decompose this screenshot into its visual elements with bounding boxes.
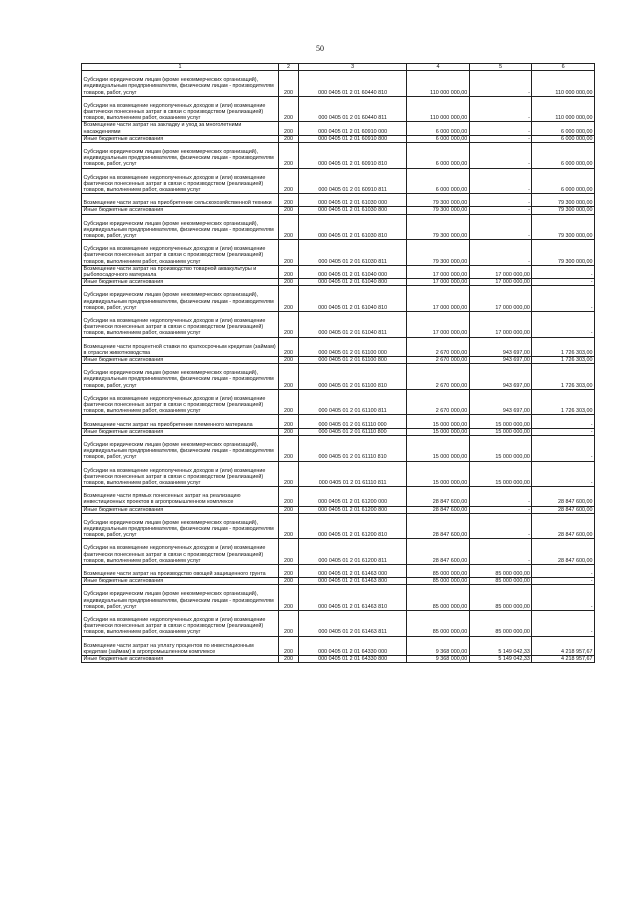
- row-name-cell: Возмещение части затрат на приобретение племенного материала: [82, 415, 279, 428]
- row-col6-cell: 1 726 303,00: [532, 389, 595, 415]
- row-col4-cell: 17 000 000,00: [407, 312, 470, 338]
- page-number: 50: [316, 44, 324, 53]
- row-col6-cell: 1 726 303,00: [532, 337, 595, 356]
- row-col5-cell: 17 000 000,00: [469, 286, 532, 312]
- row-code-cell: 000 0405 01 2 01 61040 800: [299, 279, 407, 286]
- row-group-cell: 200: [278, 578, 298, 585]
- row-col4-cell: 2 670 000,00: [407, 337, 470, 356]
- table-row: [82, 265, 595, 278]
- row-code-cell: 000 0405 01 2 01 61040 810: [299, 286, 407, 312]
- row-group-cell: 200: [278, 415, 298, 428]
- row-col5-cell: -: [469, 71, 532, 97]
- table-row: [82, 506, 595, 513]
- row-col6-cell: -: [532, 564, 595, 577]
- row-group-cell: 200: [278, 539, 298, 565]
- row-col5-cell: -: [469, 539, 532, 565]
- row-col6-cell: 28 847 600,00: [532, 506, 595, 513]
- row-col6-cell: 28 847 600,00: [532, 513, 595, 539]
- row-name-cell: Возмещение части затрат на уплату процентов по инвестиционным кредитам (займам) в агропромышленном комплексе: [82, 636, 279, 655]
- row-col4-cell: 15 000 000,00: [407, 435, 470, 461]
- row-code-cell: 000 0405 01 2 01 61110 000: [299, 415, 407, 428]
- row-group-cell: 200: [278, 513, 298, 539]
- row-col6-cell: 6 000 000,00: [532, 143, 595, 169]
- table-header-row: [82, 64, 595, 71]
- table-row: [82, 286, 595, 312]
- table-row: [82, 611, 595, 637]
- row-code-cell: 000 0405 01 2 01 60910 811: [299, 168, 407, 194]
- header-cell: 2: [278, 64, 298, 71]
- header-cell: 1: [82, 64, 279, 71]
- table-row: [82, 487, 595, 506]
- row-group-cell: 200: [278, 122, 298, 135]
- row-col4-cell: 79 300 000,00: [407, 207, 470, 214]
- row-name-cell: Субсидии юридическим лицам (кроме некоммерческих организаций), индивидуальным предпринимателям, физическим лицам - производителям товаров, работ, услуг: [82, 513, 279, 539]
- row-col5-cell: 85 000 000,00: [469, 611, 532, 637]
- row-col5-cell: -: [469, 96, 532, 122]
- table-row: [82, 513, 595, 539]
- row-name-cell: Возмещение части затрат на производство товарной аквакультуры и рыбопосадочного материала: [82, 265, 279, 278]
- row-group-cell: 200: [278, 435, 298, 461]
- row-col4-cell: 9 368 000,00: [407, 636, 470, 655]
- row-group-cell: 200: [278, 564, 298, 577]
- table-row: [82, 564, 595, 577]
- row-name-cell: Иные бюджетные ассигнования: [82, 578, 279, 585]
- row-col4-cell: 2 670 000,00: [407, 389, 470, 415]
- row-group-cell: 200: [278, 585, 298, 611]
- row-col6-cell: -: [532, 461, 595, 487]
- row-name-cell: Иные бюджетные ассигнования: [82, 428, 279, 435]
- row-col5-cell: -: [469, 168, 532, 194]
- row-col5-cell: 15 000 000,00: [469, 415, 532, 428]
- row-col6-cell: 6 000 000,00: [532, 135, 595, 142]
- row-code-cell: 000 0405 01 2 01 61030 800: [299, 207, 407, 214]
- row-col6-cell: 28 847 600,00: [532, 539, 595, 565]
- row-col5-cell: -: [469, 135, 532, 142]
- row-name-cell: Субсидии юридическим лицам (кроме некоммерческих организаций), индивидуальным предпринимателям, физическим лицам - производителям товаров, работ, услуг: [82, 286, 279, 312]
- table-row: [82, 168, 595, 194]
- row-name-cell: Возмещение части процентной ставки по краткосрочным кредитам (займам) в отрасли животноводства: [82, 337, 279, 356]
- row-name-cell: Субсидии на возмещение недополученных доходов и (или) возмещение фактически понесенных затрат в связи с производством (реализацией) товаров, выполнением работ, оказанием услуг: [82, 312, 279, 338]
- row-col5-cell: 17 000 000,00: [469, 265, 532, 278]
- table-row: [82, 240, 595, 266]
- row-code-cell: 000 0405 01 2 01 61463 811: [299, 611, 407, 637]
- row-col5-cell: -: [469, 240, 532, 266]
- row-group-cell: 200: [278, 286, 298, 312]
- row-code-cell: 000 0405 01 2 01 61110 811: [299, 461, 407, 487]
- row-code-cell: 000 0405 01 2 01 60910 810: [299, 143, 407, 169]
- row-col4-cell: 17 000 000,00: [407, 286, 470, 312]
- row-col5-cell: -: [469, 214, 532, 240]
- row-col5-cell: 17 000 000,00: [469, 279, 532, 286]
- row-group-cell: 200: [278, 337, 298, 356]
- row-col6-cell: -: [532, 611, 595, 637]
- row-group-cell: 200: [278, 487, 298, 506]
- row-col6-cell: -: [532, 279, 595, 286]
- row-col6-cell: 4 218 957,67: [532, 656, 595, 663]
- table-body: [82, 71, 595, 663]
- table-row: [82, 428, 595, 435]
- table-row: [82, 96, 595, 122]
- row-group-cell: 200: [278, 265, 298, 278]
- table-row: [82, 207, 595, 214]
- table-row: [82, 578, 595, 585]
- header-cell: 5: [469, 64, 532, 71]
- row-col6-cell: -: [532, 286, 595, 312]
- table-row: [82, 214, 595, 240]
- table-row: [82, 389, 595, 415]
- row-name-cell: Субсидии на возмещение недополученных доходов и (или) возмещение фактически понесенных затрат в связи с производством (реализацией) товаров, выполнением работ, оказанием услуг: [82, 611, 279, 637]
- table-row: [82, 461, 595, 487]
- row-name-cell: Возмещение части затрат на производство овощей защищенного грунта: [82, 564, 279, 577]
- row-name-cell: Субсидии на возмещение недополученных доходов и (или) возмещение фактически понесенных затрат в связи с производством (реализацией) товаров, выполнением работ, оказанием услуг: [82, 389, 279, 415]
- row-col6-cell: -: [532, 578, 595, 585]
- row-name-cell: Субсидии юридическим лицам (кроме некоммерческих организаций), индивидуальным предпринимателям, физическим лицам - производителям товаров, работ, услуг: [82, 214, 279, 240]
- row-col6-cell: 79 300 000,00: [532, 214, 595, 240]
- row-col5-cell: 15 000 000,00: [469, 428, 532, 435]
- table-row: [82, 585, 595, 611]
- row-col5-cell: 943 697,00: [469, 337, 532, 356]
- row-name-cell: Субсидии юридическим лицам (кроме некоммерческих организаций), индивидуальным предпринимателям, физическим лицам - производителям товаров, работ, услуг: [82, 585, 279, 611]
- row-group-cell: 200: [278, 636, 298, 655]
- row-group-cell: 200: [278, 214, 298, 240]
- row-col6-cell: 28 847 600,00: [532, 487, 595, 506]
- row-code-cell: 000 0405 01 2 01 61463 810: [299, 585, 407, 611]
- table-row: [82, 71, 595, 97]
- row-col4-cell: 85 000 000,00: [407, 564, 470, 577]
- table-row: [82, 337, 595, 356]
- row-col5-cell: -: [469, 506, 532, 513]
- row-col5-cell: 85 000 000,00: [469, 578, 532, 585]
- row-col4-cell: 6 000 000,00: [407, 122, 470, 135]
- row-col4-cell: 85 000 000,00: [407, 611, 470, 637]
- table-row: [82, 435, 595, 461]
- row-group-cell: 200: [278, 168, 298, 194]
- row-col5-cell: 943 697,00: [469, 357, 532, 364]
- row-col5-cell: 17 000 000,00: [469, 312, 532, 338]
- row-col5-cell: -: [469, 122, 532, 135]
- row-col4-cell: 110 000 000,00: [407, 71, 470, 97]
- row-name-cell: Иные бюджетные ассигнования: [82, 357, 279, 364]
- table-row: [82, 143, 595, 169]
- header-cell: 3: [299, 64, 407, 71]
- row-col5-cell: -: [469, 194, 532, 207]
- row-col5-cell: -: [469, 143, 532, 169]
- row-group-cell: 200: [278, 240, 298, 266]
- row-col5-cell: -: [469, 207, 532, 214]
- row-code-cell: 000 0405 01 2 01 61463 800: [299, 578, 407, 585]
- row-col6-cell: -: [532, 428, 595, 435]
- row-code-cell: 000 0405 01 2 01 61463 000: [299, 564, 407, 577]
- row-col6-cell: 110 000 000,00: [532, 96, 595, 122]
- row-group-cell: 200: [278, 461, 298, 487]
- row-name-cell: Субсидии юридическим лицам (кроме некоммерческих организаций), индивидуальным предпринимателям, физическим лицам - производителям товаров, работ, услуг: [82, 364, 279, 390]
- row-col4-cell: 85 000 000,00: [407, 578, 470, 585]
- row-col5-cell: 85 000 000,00: [469, 585, 532, 611]
- row-col5-cell: 85 000 000,00: [469, 564, 532, 577]
- table-row: [82, 415, 595, 428]
- row-code-cell: 000 0405 01 2 01 61200 811: [299, 539, 407, 565]
- row-col6-cell: 6 000 000,00: [532, 168, 595, 194]
- row-col4-cell: 17 000 000,00: [407, 279, 470, 286]
- table-row: [82, 539, 595, 565]
- row-code-cell: 000 0405 01 2 01 61100 000: [299, 337, 407, 356]
- row-col6-cell: -: [532, 312, 595, 338]
- row-group-cell: 200: [278, 506, 298, 513]
- row-group-cell: 200: [278, 364, 298, 390]
- row-col6-cell: 4 218 957,67: [532, 636, 595, 655]
- row-col4-cell: 9 368 000,00: [407, 656, 470, 663]
- row-code-cell: 000 0405 01 2 01 60440 810: [299, 71, 407, 97]
- row-col4-cell: 2 670 000,00: [407, 364, 470, 390]
- row-col4-cell: 79 300 000,00: [407, 214, 470, 240]
- row-group-cell: 200: [278, 71, 298, 97]
- row-col4-cell: 15 000 000,00: [407, 461, 470, 487]
- row-col4-cell: 6 000 000,00: [407, 168, 470, 194]
- row-col4-cell: 28 847 600,00: [407, 539, 470, 565]
- row-col4-cell: 17 000 000,00: [407, 265, 470, 278]
- row-col6-cell: -: [532, 585, 595, 611]
- row-code-cell: 000 0405 01 2 01 64330 000: [299, 636, 407, 655]
- row-col4-cell: 2 670 000,00: [407, 357, 470, 364]
- row-col6-cell: 1 726 303,00: [532, 357, 595, 364]
- row-name-cell: Субсидии юридическим лицам (кроме некоммерческих организаций), индивидуальным предпринимателям, физическим лицам - производителям товаров, работ, услуг: [82, 71, 279, 97]
- row-name-cell: Иные бюджетные ассигнования: [82, 279, 279, 286]
- row-group-cell: 200: [278, 611, 298, 637]
- row-col5-cell: 5 149 042,33: [469, 636, 532, 655]
- table-row: [82, 364, 595, 390]
- row-name-cell: Субсидии на возмещение недополученных доходов и (или) возмещение фактически понесенных затрат в связи с производством (реализацией) товаров, выполнением работ, оказанием услуг: [82, 96, 279, 122]
- row-col5-cell: 943 697,00: [469, 389, 532, 415]
- row-code-cell: 000 0405 01 2 01 61200 000: [299, 487, 407, 506]
- table-row: [82, 122, 595, 135]
- row-code-cell: 000 0405 01 2 01 60910 800: [299, 135, 407, 142]
- row-code-cell: 000 0405 01 2 01 61100 810: [299, 364, 407, 390]
- row-name-cell: Возмещение части затрат на приобретение сельскохозяйственной техники: [82, 194, 279, 207]
- row-group-cell: 200: [278, 428, 298, 435]
- row-col4-cell: 28 847 600,00: [407, 513, 470, 539]
- row-group-cell: 200: [278, 135, 298, 142]
- row-name-cell: Иные бюджетные ассигнования: [82, 207, 279, 214]
- table-row: [82, 194, 595, 207]
- row-code-cell: 000 0405 01 2 01 64330 800: [299, 656, 407, 663]
- row-col6-cell: 79 300 000,00: [532, 207, 595, 214]
- row-code-cell: 000 0405 01 2 01 61100 800: [299, 357, 407, 364]
- row-name-cell: Субсидии юридическим лицам (кроме некоммерческих организаций), индивидуальным предпринимателям, физическим лицам - производителям товаров, работ, услуг: [82, 435, 279, 461]
- row-group-cell: 200: [278, 312, 298, 338]
- row-col6-cell: -: [532, 265, 595, 278]
- table-row: [82, 656, 595, 663]
- row-group-cell: 200: [278, 279, 298, 286]
- row-col4-cell: 6 000 000,00: [407, 135, 470, 142]
- row-col4-cell: 79 300 000,00: [407, 240, 470, 266]
- row-group-cell: 200: [278, 207, 298, 214]
- row-col6-cell: 6 000 000,00: [532, 122, 595, 135]
- row-col4-cell: 15 000 000,00: [407, 415, 470, 428]
- row-col4-cell: 110 000 000,00: [407, 96, 470, 122]
- row-col4-cell: 79 300 000,00: [407, 194, 470, 207]
- header-cell: 4: [407, 64, 470, 71]
- row-code-cell: 000 0405 01 2 01 60440 811: [299, 96, 407, 122]
- row-name-cell: Иные бюджетные ассигнования: [82, 506, 279, 513]
- row-code-cell: 000 0405 01 2 01 60910 000: [299, 122, 407, 135]
- table-row: [82, 636, 595, 655]
- row-group-cell: 200: [278, 143, 298, 169]
- row-group-cell: 200: [278, 357, 298, 364]
- row-code-cell: 000 0405 01 2 01 61030 000: [299, 194, 407, 207]
- row-code-cell: 000 0405 01 2 01 61200 800: [299, 506, 407, 513]
- row-name-cell: Иные бюджетные ассигнования: [82, 656, 279, 663]
- table-row: [82, 279, 595, 286]
- row-col5-cell: 15 000 000,00: [469, 461, 532, 487]
- row-col4-cell: 15 000 000,00: [407, 428, 470, 435]
- row-name-cell: Субсидии юридическим лицам (кроме некоммерческих организаций), индивидуальным предпринимателям, физическим лицам - производителям товаров, работ, услуг: [82, 143, 279, 169]
- row-col4-cell: 28 847 600,00: [407, 506, 470, 513]
- header-cell: 6: [532, 64, 595, 71]
- row-group-cell: 200: [278, 96, 298, 122]
- row-code-cell: 000 0405 01 2 01 61110 800: [299, 428, 407, 435]
- row-code-cell: 000 0405 01 2 01 61110 810: [299, 435, 407, 461]
- row-col6-cell: 1 726 303,00: [532, 364, 595, 390]
- row-col4-cell: 85 000 000,00: [407, 585, 470, 611]
- row-code-cell: 000 0405 01 2 01 61200 810: [299, 513, 407, 539]
- row-col4-cell: 28 847 600,00: [407, 487, 470, 506]
- row-name-cell: Иные бюджетные ассигнования: [82, 135, 279, 142]
- row-name-cell: Возмещение части прямых понесенных затрат на реализацию инвестиционных проектов в агропромышленном комплексе: [82, 487, 279, 506]
- row-col5-cell: -: [469, 487, 532, 506]
- row-group-cell: 200: [278, 194, 298, 207]
- row-group-cell: 200: [278, 389, 298, 415]
- row-col5-cell: 15 000 000,00: [469, 435, 532, 461]
- row-code-cell: 000 0405 01 2 01 61040 000: [299, 265, 407, 278]
- row-name-cell: Субсидии на возмещение недополученных доходов и (или) возмещение фактически понесенных затрат в связи с производством (реализацией) товаров, выполнением работ, оказанием услуг: [82, 240, 279, 266]
- row-col6-cell: -: [532, 415, 595, 428]
- row-col4-cell: 6 000 000,00: [407, 143, 470, 169]
- row-name-cell: Субсидии на возмещение недополученных доходов и (или) возмещение фактически понесенных затрат в связи с производством (реализацией) товаров, выполнением работ, оказанием услуг: [82, 539, 279, 565]
- row-col6-cell: 79 300 000,00: [532, 194, 595, 207]
- row-col5-cell: 5 149 042,33: [469, 656, 532, 663]
- budget-table: [81, 63, 595, 663]
- row-col6-cell: -: [532, 435, 595, 461]
- row-col6-cell: 110 000 000,00: [532, 71, 595, 97]
- table-row: [82, 357, 595, 364]
- row-group-cell: 200: [278, 656, 298, 663]
- row-name-cell: Субсидии на возмещение недополученных доходов и (или) возмещение фактически понесенных затрат в связи с производством (реализацией) товаров, выполнением работ, оказанием услуг: [82, 461, 279, 487]
- row-col5-cell: -: [469, 513, 532, 539]
- row-code-cell: 000 0405 01 2 01 61040 811: [299, 312, 407, 338]
- table-row: [82, 312, 595, 338]
- row-code-cell: 000 0405 01 2 01 61030 810: [299, 214, 407, 240]
- row-col6-cell: 79 300 000,00: [532, 240, 595, 266]
- row-col5-cell: 943 697,00: [469, 364, 532, 390]
- row-code-cell: 000 0405 01 2 01 61030 811: [299, 240, 407, 266]
- row-name-cell: Возмещение части затрат на закладку и уход за многолетними насаждениями: [82, 122, 279, 135]
- row-name-cell: Субсидии на возмещение недополученных доходов и (или) возмещение фактически понесенных затрат в связи с производством (реализацией) товаров, выполнением работ, оказанием услуг: [82, 168, 279, 194]
- table-row: [82, 135, 595, 142]
- row-code-cell: 000 0405 01 2 01 61100 811: [299, 389, 407, 415]
